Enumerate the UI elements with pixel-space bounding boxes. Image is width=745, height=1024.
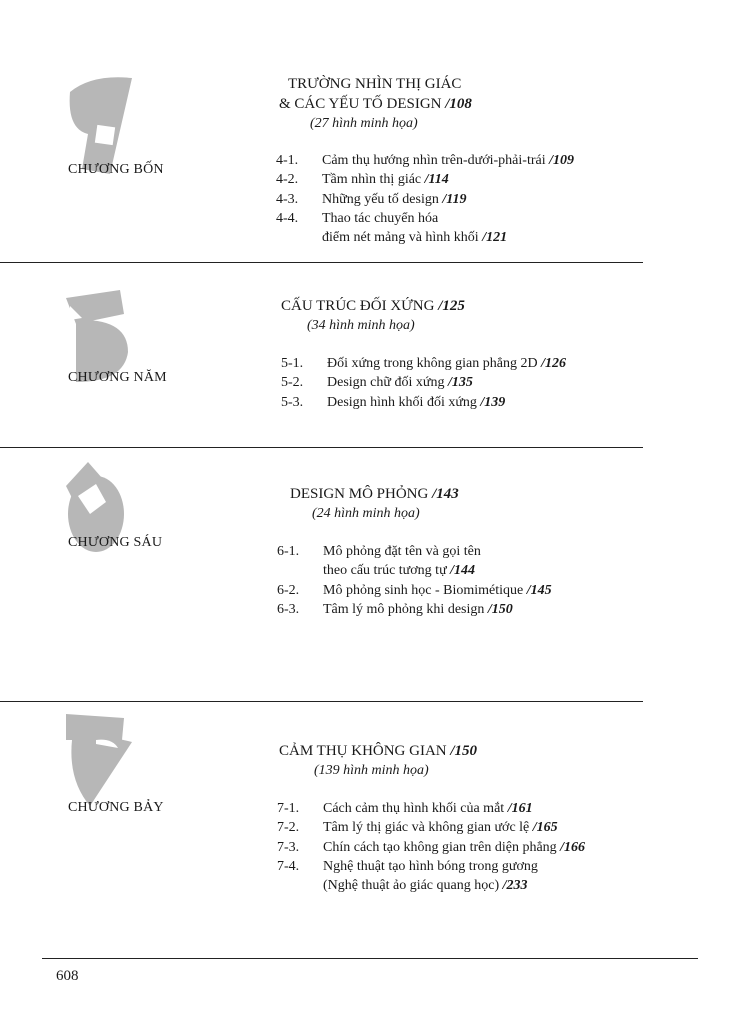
toc-entry-title: Cách cảm thụ hình khối của mắt <box>323 801 505 816</box>
chapter-title-text: TRƯỜNG NHÌN THỊ GIÁC <box>288 76 462 92</box>
toc-entry-number: 5-3. <box>281 394 304 410</box>
toc-entry-text <box>327 395 505 411</box>
illustration-count: (27 hình minh họa) <box>310 116 418 131</box>
toc-entry-text <box>323 563 475 579</box>
toc-entry-title: (Nghệ thuật ảo giác quang học) <box>323 878 500 894</box>
toc-entry-page: /135 <box>444 375 473 391</box>
chapter-label: CHƯƠNG SÁU <box>68 535 163 550</box>
chapter-title <box>288 76 461 93</box>
toc-entry-page: /139 <box>476 394 506 410</box>
chapter-title-text: DESIGN MÔ PHỎNG <box>290 486 429 502</box>
toc-entry-number: 6-2. <box>277 582 300 598</box>
chapter-label: CHƯƠNG BỐN <box>68 162 164 177</box>
toc-entry-title: Design chữ đối xứng <box>327 375 445 391</box>
toc-entry-text <box>323 840 585 856</box>
illustration-count: (24 hình minh họa) <box>312 506 420 521</box>
toc-entry-text <box>323 544 481 560</box>
section-divider <box>0 701 643 702</box>
toc-entry-page: /166 <box>556 839 586 855</box>
toc-entry-text <box>323 859 538 875</box>
toc-entry-number: 7-4. <box>277 858 300 874</box>
toc-entry-text <box>323 801 533 817</box>
toc-entry-page: /233 <box>499 878 528 894</box>
toc-entry-number: 7-1. <box>277 801 300 816</box>
toc-entry-page: /161 <box>504 801 533 816</box>
toc-entry-page: /150 <box>484 601 513 617</box>
toc-entry-number: 7-3. <box>277 839 300 855</box>
toc-entry-text <box>323 602 513 618</box>
toc-entry-title: Đối xứng trong không gian phẳng 2D <box>327 356 538 371</box>
toc-entry-text <box>322 153 574 169</box>
footer-rule <box>42 958 698 959</box>
illustration-count: (34 hình minh họa) <box>307 318 415 333</box>
toc-entry-text <box>322 211 438 227</box>
chapter-label: CHƯƠNG NĂM <box>68 370 167 385</box>
chapter-title-page: /125 <box>434 298 465 314</box>
toc-entry-text <box>323 878 528 894</box>
toc-entry-number: 5-1. <box>281 356 304 371</box>
toc-entry-text <box>323 583 552 599</box>
chapter-title-text: CẤU TRÚC ĐỐI XỨNG <box>281 298 435 314</box>
chapter-title-page: /108 <box>441 96 472 112</box>
toc-entry-text <box>322 192 466 208</box>
toc-entry-text <box>327 375 473 391</box>
chapter-title-page: /143 <box>428 486 459 502</box>
section-divider <box>0 447 643 448</box>
toc-entry-text <box>327 356 566 372</box>
chapter-title-page: /150 <box>446 743 478 759</box>
toc-entry-number: 4-2. <box>276 172 299 188</box>
toc-entry-title: Design hình khối đối xứng <box>327 394 477 410</box>
illustration-count: (139 hình minh họa) <box>314 763 429 778</box>
toc-entry-number: 4-4. <box>276 210 299 226</box>
section-divider <box>0 262 643 263</box>
chapter-label: CHƯƠNG BẢY <box>68 800 164 815</box>
chapter-title <box>281 298 465 315</box>
toc-entry-title: Cảm thụ hướng nhìn trên-dưới-phải-trái <box>322 153 546 168</box>
toc-entry-number: 4-3. <box>276 191 299 207</box>
toc-entry-title: Nghệ thuật tạo hình bóng trong gương <box>323 858 538 874</box>
toc-entry-title: Tâm lý thị giác và không gian ước lệ <box>323 820 530 836</box>
toc-entry-number: 7-2. <box>277 820 300 836</box>
toc-entry-title: Những yếu tố design <box>322 191 439 207</box>
toc-entry-text <box>322 172 449 188</box>
toc-entry-page: /119 <box>438 191 467 207</box>
toc-entry-page: /121 <box>478 230 508 246</box>
toc-entry-title: Tâm lý mô phỏng khi design <box>323 601 485 617</box>
toc-entry-number: 6-3. <box>277 601 300 617</box>
toc-entry-title: Thao tác chuyển hóa <box>322 210 439 226</box>
toc-entry-title: Chín cách tạo không gian trên diện phẳng <box>323 839 557 855</box>
toc-entry-title: Mô phỏng đặt tên và gọi tên <box>323 544 481 559</box>
toc-entry-text <box>323 820 558 836</box>
chapter-title-text: CẢM THỤ KHÔNG GIAN <box>279 743 447 759</box>
chapter-title <box>279 743 477 760</box>
chapter-title <box>290 486 459 503</box>
chapter-title-text: & CÁC YẾU TỐ DESIGN <box>279 96 442 112</box>
toc-entry-title: Tầm nhìn thị giác <box>322 172 422 188</box>
toc-entry-title: Mô phỏng sinh học - Biomimétique <box>323 582 524 598</box>
toc-entry-number: 5-2. <box>281 375 304 391</box>
toc-entry-page: /145 <box>523 582 552 598</box>
toc-entry-text <box>322 230 507 246</box>
chapter-title <box>279 96 472 113</box>
toc-entry-page: /109 <box>545 153 574 168</box>
toc-entry-title: theo cấu trúc tương tự <box>323 563 447 579</box>
toc-entry-title: điểm nét mảng và hình khối <box>322 230 479 246</box>
toc-entry-number: 4-1. <box>276 153 299 168</box>
toc-entry-page: /126 <box>537 356 566 371</box>
toc-entry-number: 6-1. <box>277 544 300 559</box>
page-number: 608 <box>56 968 79 984</box>
toc-entry-page: /114 <box>421 172 449 188</box>
toc-entry-page: /165 <box>529 820 558 836</box>
toc-entry-page: /144 <box>446 563 476 579</box>
